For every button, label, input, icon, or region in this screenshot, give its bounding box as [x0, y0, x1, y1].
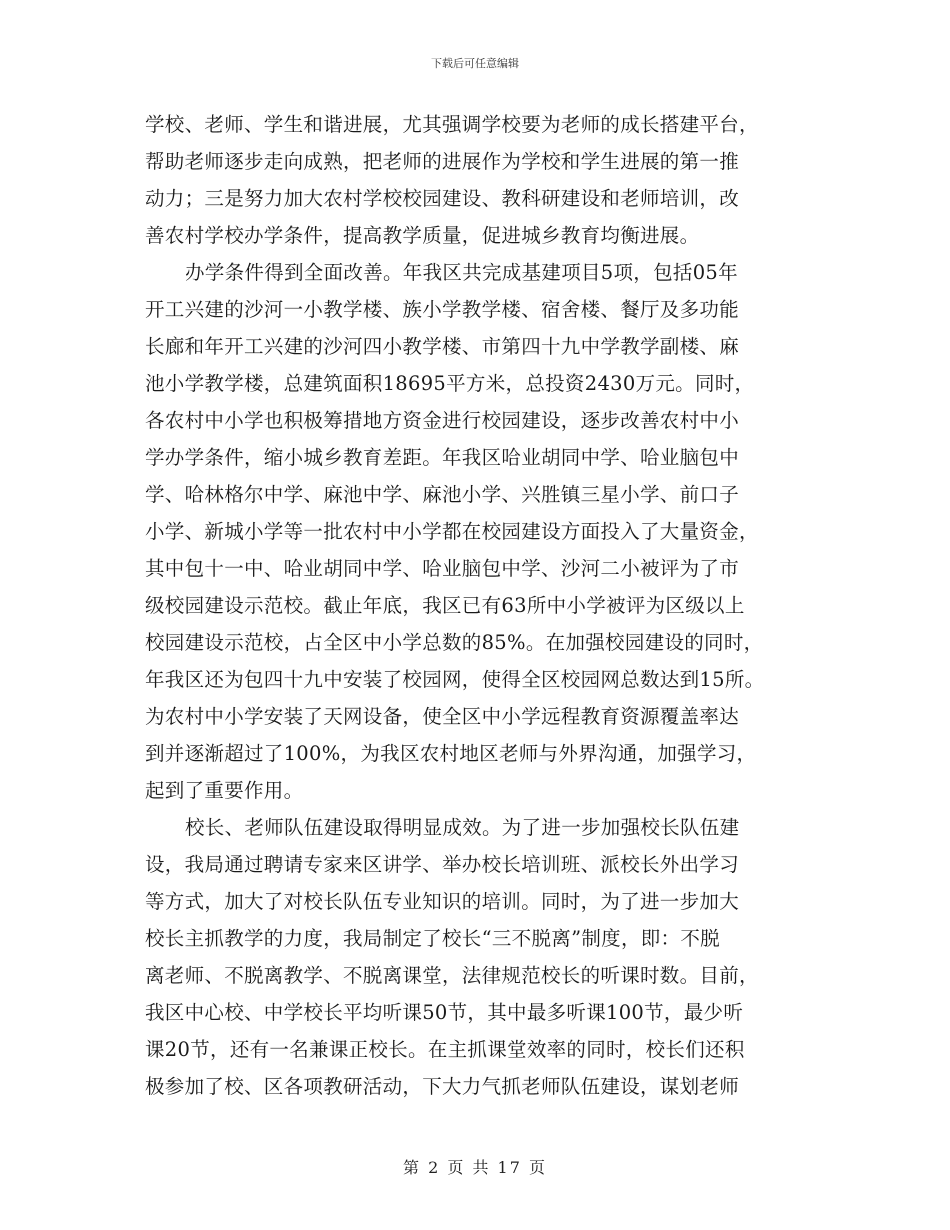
body-text-line: 学校、老师、学生和谐进展，尤其强调学校要为老师的成长搭建平台， [145, 113, 759, 136]
body-text-line: 小学、新城小学等一批农村中小学都在校园建设方面投入了大量资金， [145, 520, 759, 543]
body-text-line: 我区中心校、中学校长平均听课50节，其中最多听课100节，最少听 [145, 1001, 744, 1024]
body-text-line: 为农村中小学安装了天网设备，使全区中小学远程教育资源覆盖率达 [145, 705, 740, 728]
body-text-line: 课20节，还有一名兼课正校长。在主抓课堂效率的同时，校长们还积 [145, 1038, 745, 1061]
body-text-line: 各农村中小学也积极筹措地方资金进行校园建设，逐步改善农村中小 [145, 409, 740, 432]
body-text-line: 动力；三是努力加大农村学校校园建设、教科研建设和老师培训，改 [145, 187, 740, 210]
body-text-line: 等方式，加大了对校长队伍专业知识的培训。同时，为了进一步加大 [145, 890, 740, 913]
page-number: 第 2 页 共 17 页 [403, 1158, 547, 1177]
body-text-line: 离老师、不脱离教学、不脱离课堂，法律规范校长的听课时数。目前， [145, 964, 759, 987]
body-text-line: 极参加了校、区各项教研活动，下大力气抓老师队伍建设，谋划老师 [145, 1075, 740, 1098]
body-text-line: 帮助老师逐步走向成熟，把老师的进展作为学校和学生进展的第一推 [145, 150, 740, 173]
body-text-line: 校园建设示范校，占全区中小学总数的85%。在加强校园建设的同时， [145, 631, 764, 654]
body-text-line: 校长、老师队伍建设取得明显成效。为了进一步加强校长队伍建 [185, 816, 740, 839]
body-text-line: 到并逐渐超过了100%，为我区农村地区老师与外界沟通，加强学习， [145, 742, 757, 765]
page-header: 下载后可任意编辑 [431, 57, 519, 70]
body-text-line: 起到了重要作用。 [145, 779, 304, 802]
body-text-line: 设，我局通过聘请专家来区讲学、举办校长培训班、派校长外出学习 [145, 853, 740, 876]
body-text-line: 年我区还为包四十九中安装了校园网，使得全区校园网总数达到15所。 [145, 668, 765, 691]
body-text-line: 校长主抓教学的力度，我局制定了校长“三不脱离”制度，即：不脱 [145, 927, 720, 950]
body-text-line: 池小学教学楼，总建筑面积18695平方米，总投资2430万元。同时， [145, 372, 755, 395]
body-text-line: 学、哈林格尔中学、麻池中学、麻池小学、兴胜镇三星小学、前口子 [145, 483, 740, 506]
body-text-line: 善农村学校办学条件，提高教学质量，促进城乡教育均衡进展。 [145, 224, 700, 247]
body-text-line: 办学条件得到全面改善。年我区共完成基建项目5项，包括05年 [185, 261, 738, 284]
body-text-line: 开工兴建的沙河一小教学楼、族小学教学楼、宿舍楼、餐厅及多功能 [145, 298, 740, 321]
body-text-line: 长廊和年开工兴建的沙河四小教学楼、市第四十九中学教学副楼、麻 [145, 335, 740, 358]
body-text-line: 级校园建设示范校。截止年底，我区已有63所中小学被评为区级以上 [145, 594, 745, 617]
document-body [145, 106, 815, 1105]
body-text-line: 其中包十一中、哈业胡同中学、哈业脑包中学、沙河二小被评为了市 [145, 557, 740, 580]
body-text-line: 学办学条件，缩小城乡教育差距。年我区哈业胡同中学、哈业脑包中 [145, 446, 740, 469]
